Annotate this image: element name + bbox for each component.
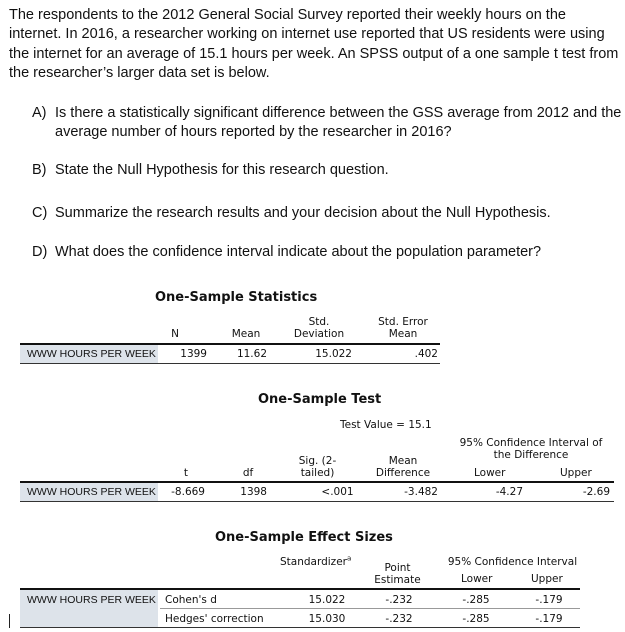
cell-ci-upper: -2.69	[582, 486, 610, 498]
cell-ci-upper: -.179	[535, 594, 563, 606]
header-upper: Upper	[560, 467, 592, 479]
header-df: df	[242, 467, 254, 479]
header-std-dev-1: Std.	[308, 316, 330, 328]
header-ci: 95% Confidence Interval	[447, 556, 578, 568]
cell-ci-lower: -4.27	[495, 486, 523, 498]
table-rule	[160, 608, 580, 609]
question-b	[32, 161, 622, 180]
effect-name: Hedges' correction	[165, 613, 264, 625]
question-a	[32, 104, 622, 143]
table-rule	[20, 501, 614, 502]
question-label: A)	[32, 105, 47, 121]
table-rule	[20, 363, 440, 364]
question-text: State the Null Hypothesis for this research question.	[55, 162, 389, 178]
question-text: Is there a statistically significant difference between the GSS average from 2012 and the average number of hours reported by the researcher in 2016?	[55, 105, 622, 141]
header-point-estimate-1: Point	[384, 562, 411, 574]
header-lower: Lower	[474, 467, 506, 479]
question-text: Summarize the research results and your decision about the Null Hypothesis.	[55, 205, 551, 221]
cell-t: -8.669	[171, 486, 205, 498]
question-c	[32, 204, 622, 223]
cell-n: 1399	[180, 348, 207, 360]
header-ci-2: the Difference	[493, 449, 569, 461]
text-cursor	[9, 614, 10, 628]
table-rule	[20, 481, 614, 483]
cell-std-err: .402	[414, 348, 438, 360]
header-upper: Upper	[531, 573, 563, 585]
question-label: B)	[32, 162, 47, 178]
cell-std-dev: 15.022	[315, 348, 352, 360]
cell-ci-lower: -.285	[462, 594, 490, 606]
cell-df: 1398	[240, 486, 267, 498]
header-n: N	[171, 328, 179, 340]
row-label: WWW HOURS PER WEEK	[27, 348, 156, 360]
header-sig-2: tailed)	[300, 467, 335, 479]
header-standardizer: Standardizer$^a$	[280, 554, 352, 568]
cell-sig: <.001	[321, 486, 354, 498]
table-title: One-Sample Statistics	[155, 290, 318, 305]
cell-mean-diff: -3.482	[404, 486, 438, 498]
header-std-dev-2: Deviation	[293, 328, 345, 340]
question-text: What does the confidence interval indicate about the population parameter?	[55, 244, 542, 260]
header-ci-1: 95% Confidence Interval of	[459, 437, 603, 449]
header-md-1: Mean	[388, 455, 418, 467]
header-t: t	[183, 467, 188, 479]
cell-standardizer: 15.022	[308, 594, 346, 606]
header-md-2: Difference	[375, 467, 431, 479]
table-rule	[20, 627, 580, 628]
question-label: D)	[32, 244, 48, 260]
header-mean: Mean	[231, 328, 261, 340]
table-title: One-Sample Effect Sizes	[215, 530, 393, 545]
header-lower: Lower	[461, 573, 493, 585]
row-label: WWW HOURS PER WEEK	[27, 486, 156, 498]
table-rule	[20, 588, 580, 590]
table-rule	[20, 343, 440, 345]
intro-paragraph: The respondents to the 2012 General Social Survey reported their weekly hours on the internet. In 2016, a researcher working on internet use reported that US residents were using the internet for an average of 15.1 hours per week. An SPSS output of a one sample t test from the researcher’s larger data set is below.	[9, 7, 619, 81]
header-point-estimate-2: Estimate	[374, 574, 421, 586]
cell-standardizer: 15.030	[308, 613, 346, 625]
cell-point-estimate: -.232	[385, 613, 413, 625]
header-std-err-1: Std. Error	[378, 316, 428, 328]
cell-point-estimate: -.232	[385, 594, 413, 606]
footnote-marker: a	[346, 554, 352, 563]
table-title: One-Sample Test	[258, 392, 382, 407]
header-std-err-2: Mean	[388, 328, 418, 340]
header-sig-1: Sig. (2-	[298, 455, 337, 467]
cell-ci-upper: -.179	[535, 613, 563, 625]
cell-mean: 11.62	[236, 348, 267, 360]
row-label: WWW HOURS PER WEEK	[27, 594, 156, 606]
effect-name: Cohen's d	[165, 594, 217, 606]
test-value-label: Test Value = 15.1	[340, 419, 432, 431]
cell-ci-lower: -.285	[462, 613, 490, 625]
question-d	[32, 243, 622, 262]
question-label: C)	[32, 205, 48, 221]
